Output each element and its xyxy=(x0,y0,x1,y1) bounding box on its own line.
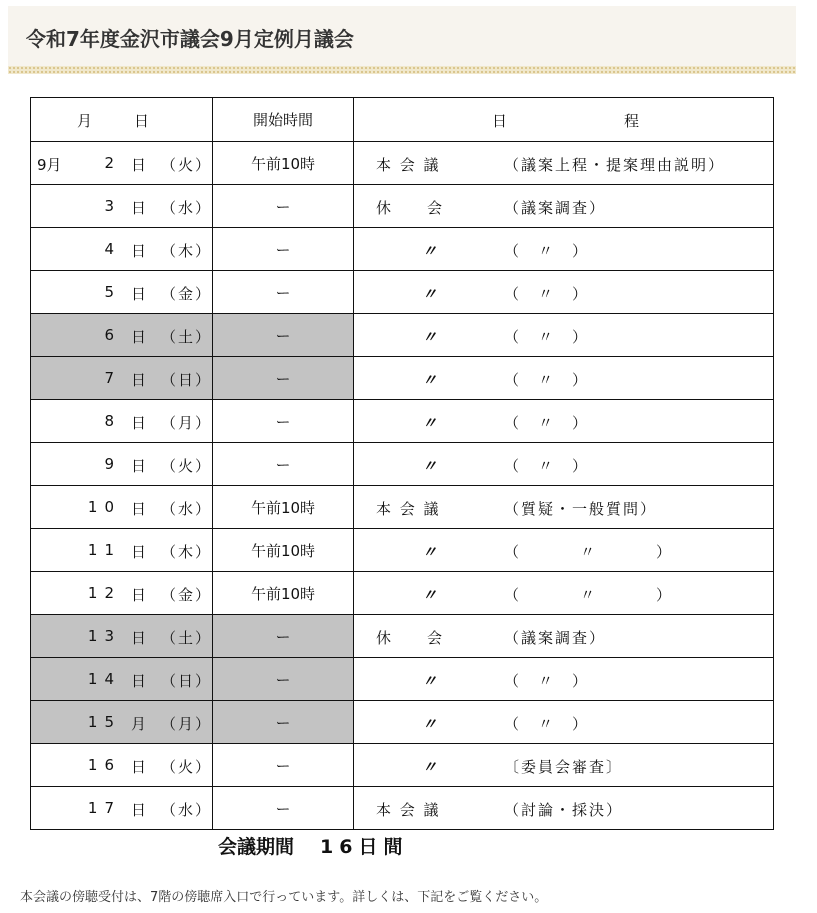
date-cell xyxy=(31,529,213,572)
table-row xyxy=(31,357,774,400)
start-time-cell: 午前10時 xyxy=(213,142,354,185)
row-detail: （ 〃 ） xyxy=(504,328,590,346)
row-weekday: （水） xyxy=(161,801,213,819)
row-day-unit: 日 xyxy=(131,414,147,432)
row-day: 7 xyxy=(104,369,121,387)
row-detail: （ 〃 ） xyxy=(504,586,676,604)
row-weekday: （火） xyxy=(161,457,213,475)
table-row xyxy=(31,400,774,443)
date-cell xyxy=(31,400,213,443)
row-day-unit: 日 xyxy=(131,156,147,174)
row-weekday: （金） xyxy=(161,285,213,303)
table-row xyxy=(31,271,774,314)
row-day: 16 xyxy=(87,756,121,774)
row-event: 〃 xyxy=(422,758,438,776)
start-time-cell: ー xyxy=(213,271,354,314)
schedule-cell xyxy=(354,357,774,400)
date-cell xyxy=(31,572,213,615)
row-day-unit: 日 xyxy=(131,629,147,647)
row-event: 〃 xyxy=(422,457,438,475)
header-sched-label-2: 程 xyxy=(624,112,640,130)
row-day: 15 xyxy=(87,713,121,731)
date-cell xyxy=(31,744,213,787)
start-time-cell: ー xyxy=(213,228,354,271)
schedule-cell xyxy=(354,443,774,486)
row-day: 3 xyxy=(104,197,121,215)
row-weekday: （月） xyxy=(161,715,213,733)
row-detail: （ 〃 ） xyxy=(504,414,590,432)
row-detail: （議案調査） xyxy=(504,199,607,217)
row-event: 本 会 議 xyxy=(376,156,441,174)
schedule-cell xyxy=(354,529,774,572)
table-row xyxy=(31,443,774,486)
row-event: 〃 xyxy=(422,543,438,561)
row-weekday: （火） xyxy=(161,156,213,174)
row-weekday: （土） xyxy=(161,629,213,647)
row-event: 本 会 議 xyxy=(376,500,441,518)
row-day-unit: 日 xyxy=(131,285,147,303)
session-total-value: 16日間 xyxy=(320,836,409,858)
header-time: 開始時間 xyxy=(213,98,354,142)
start-time-cell: ー xyxy=(213,744,354,787)
row-day-unit: 日 xyxy=(131,586,147,604)
schedule-cell xyxy=(354,185,774,228)
date-cell xyxy=(31,443,213,486)
date-cell xyxy=(31,271,213,314)
row-day: 5 xyxy=(104,283,121,301)
start-time-cell: ー xyxy=(213,185,354,228)
row-day: 17 xyxy=(87,799,121,817)
row-day: 6 xyxy=(104,326,121,344)
row-day-unit: 日 xyxy=(131,371,147,389)
date-cell xyxy=(31,228,213,271)
row-detail: （ 〃 ） xyxy=(504,715,590,733)
row-weekday: （日） xyxy=(161,672,213,690)
row-day: 12 xyxy=(87,584,121,602)
page-header xyxy=(8,6,796,66)
row-day: 10 xyxy=(87,498,121,516)
attendance-note: 本会議の傍聴受付は、7階の傍聴席入口で行っています。詳しくは、下記をご覧ください。 xyxy=(20,890,548,905)
schedule-cell xyxy=(354,271,774,314)
row-day-unit: 日 xyxy=(131,672,147,690)
row-day-unit: 日 xyxy=(131,242,147,260)
row-weekday: （土） xyxy=(161,328,213,346)
row-weekday: （木） xyxy=(161,242,213,260)
header-month-label: 月 xyxy=(77,112,93,130)
row-detail: （ 〃 ） xyxy=(504,371,590,389)
row-detail: （ 〃 ） xyxy=(504,242,590,260)
start-time-cell: ー xyxy=(213,314,354,357)
table-row xyxy=(31,701,774,744)
table-row xyxy=(31,787,774,830)
date-cell xyxy=(31,486,213,529)
start-time-cell: ー xyxy=(213,615,354,658)
row-event: 〃 xyxy=(422,414,438,432)
schedule-cell xyxy=(354,142,774,185)
schedule-cell xyxy=(354,228,774,271)
page-title: 令和7年度金沢市議会9月定例月議会 xyxy=(26,27,354,51)
start-time-cell: ー xyxy=(213,357,354,400)
table-row xyxy=(31,744,774,787)
row-detail: 〔委員会審査〕 xyxy=(504,758,624,776)
header-day-label: 日 xyxy=(134,112,150,130)
table-row xyxy=(31,314,774,357)
row-event: 〃 xyxy=(422,242,438,260)
schedule-cell xyxy=(354,658,774,701)
row-day: 13 xyxy=(87,627,121,645)
row-day: 11 xyxy=(87,541,121,559)
schedule-cell xyxy=(354,787,774,830)
start-time-cell: ー xyxy=(213,443,354,486)
date-cell xyxy=(31,658,213,701)
header-divider xyxy=(8,66,796,74)
schedule-cell xyxy=(354,486,774,529)
table-row xyxy=(31,615,774,658)
row-detail: （議案上程・提案理由説明） xyxy=(504,156,726,174)
schedule-cell xyxy=(354,572,774,615)
row-day-unit: 日 xyxy=(131,758,147,776)
table-row xyxy=(31,658,774,701)
row-weekday: （水） xyxy=(161,500,213,518)
row-detail: （ 〃 ） xyxy=(504,457,590,475)
date-cell xyxy=(31,787,213,830)
table-row xyxy=(31,486,774,529)
row-day: 8 xyxy=(104,412,121,430)
date-cell xyxy=(31,615,213,658)
row-event: 〃 xyxy=(422,672,438,690)
row-weekday: （日） xyxy=(161,371,213,389)
header-schedule xyxy=(354,98,774,142)
row-event: 〃 xyxy=(422,715,438,733)
row-event: 〃 xyxy=(422,328,438,346)
table-row xyxy=(31,185,774,228)
row-detail: （ 〃 ） xyxy=(504,285,590,303)
row-day-unit: 月 xyxy=(131,715,147,733)
row-detail: （議案調査） xyxy=(504,629,607,647)
schedule-cell xyxy=(354,615,774,658)
row-event: 休 会 xyxy=(376,629,445,647)
row-event: 〃 xyxy=(422,285,438,303)
row-day: 4 xyxy=(104,240,121,258)
row-detail: （討論・採決） xyxy=(504,801,624,819)
table-row xyxy=(31,572,774,615)
row-day-unit: 日 xyxy=(131,500,147,518)
row-weekday: （水） xyxy=(161,199,213,217)
table-row xyxy=(31,529,774,572)
start-time-cell: ー xyxy=(213,400,354,443)
start-time-cell: 午前10時 xyxy=(213,486,354,529)
schedule-cell xyxy=(354,744,774,787)
schedule-cell xyxy=(354,314,774,357)
row-day-unit: 日 xyxy=(131,457,147,475)
header-date xyxy=(31,98,213,142)
row-day: 9 xyxy=(104,455,121,473)
row-day: 2 xyxy=(104,154,121,172)
row-day-unit: 日 xyxy=(131,543,147,561)
row-day-unit: 日 xyxy=(131,801,147,819)
date-cell xyxy=(31,357,213,400)
header-sched-label-1: 日 xyxy=(492,112,508,130)
row-day: 14 xyxy=(87,670,121,688)
row-weekday: （金） xyxy=(161,586,213,604)
schedule-cell xyxy=(354,701,774,744)
start-time-cell: ー xyxy=(213,787,354,830)
row-event: 休 会 xyxy=(376,199,445,217)
table-row xyxy=(31,228,774,271)
session-total-label: 会議期間 xyxy=(218,836,295,858)
table-header-row xyxy=(31,98,774,142)
date-cell xyxy=(31,185,213,228)
row-weekday: （木） xyxy=(161,543,213,561)
schedule-cell xyxy=(354,400,774,443)
date-cell xyxy=(31,142,213,185)
session-total xyxy=(218,832,408,859)
row-event: 〃 xyxy=(422,371,438,389)
start-time-cell: ー xyxy=(213,701,354,744)
row-event: 本 会 議 xyxy=(376,801,441,819)
date-cell xyxy=(31,701,213,744)
row-weekday: （火） xyxy=(161,758,213,776)
date-cell xyxy=(31,314,213,357)
row-weekday: （月） xyxy=(161,414,213,432)
row-detail: （質疑・一般質問） xyxy=(504,500,658,518)
row-detail: （ 〃 ） xyxy=(504,672,590,690)
row-day-unit: 日 xyxy=(131,199,147,217)
row-month: 9月 xyxy=(37,156,62,174)
row-detail: （ 〃 ） xyxy=(504,543,676,561)
start-time-cell: ー xyxy=(213,658,354,701)
table-row xyxy=(31,142,774,185)
start-time-cell: 午前10時 xyxy=(213,572,354,615)
schedule-table xyxy=(30,97,774,830)
row-day-unit: 日 xyxy=(131,328,147,346)
start-time-cell: 午前10時 xyxy=(213,529,354,572)
row-event: 〃 xyxy=(422,586,438,604)
